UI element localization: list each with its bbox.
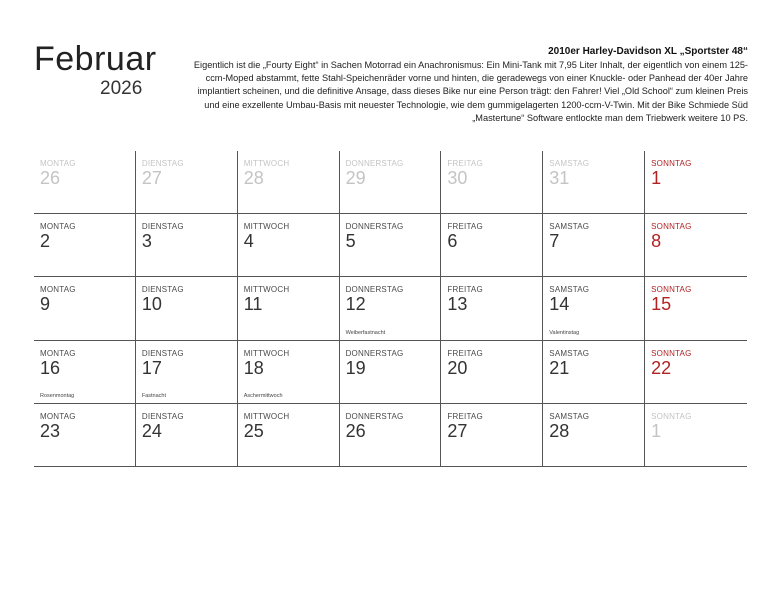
weekday-label: SONNTAG	[651, 159, 692, 168]
day-cell	[340, 277, 442, 340]
weekday-label: MONTAG	[40, 348, 76, 358]
weekday-label: SONNTAG	[651, 411, 692, 421]
day-cell	[340, 404, 442, 467]
day-number: 16	[40, 357, 61, 378]
day-number: 21	[549, 357, 570, 378]
weekday-label: DONNERSTAG	[345, 348, 404, 358]
day-cell	[441, 214, 543, 277]
day-cell	[441, 404, 543, 467]
day-number: 11	[243, 294, 263, 315]
day-cell	[645, 404, 747, 467]
day-cell	[543, 341, 645, 404]
holiday-label: Fastnacht	[141, 392, 166, 399]
day-number: 3	[141, 231, 152, 252]
day-number: 26	[40, 168, 61, 188]
day-cell	[34, 151, 136, 214]
day-number: 23	[40, 420, 61, 441]
day-number: 24	[141, 420, 162, 441]
day-number: 30	[447, 168, 468, 188]
day-number: 26	[345, 420, 366, 441]
day-number: 15	[651, 294, 672, 315]
weekday-label: SONNTAG	[651, 285, 692, 295]
day-number: 4	[243, 231, 254, 252]
weekday-label: SONNTAG	[651, 348, 692, 358]
day-number: 19	[345, 357, 366, 378]
day-number: 5	[345, 231, 356, 252]
day-cell	[441, 277, 543, 340]
holiday-label: Valentinstag	[549, 329, 580, 336]
day-cell	[34, 277, 136, 340]
weekday-label: MITTWOCH	[243, 411, 290, 421]
weekday-label: SAMSTAG	[549, 348, 590, 358]
weekday-label: DONNERSTAG	[345, 159, 404, 168]
day-cell	[238, 404, 340, 467]
day-number: 17	[141, 357, 162, 378]
day-cell	[238, 214, 340, 277]
day-cell	[543, 277, 645, 340]
day-cell	[645, 214, 747, 277]
day-number: 9	[40, 294, 51, 315]
day-cell	[34, 404, 136, 467]
day-number: 1	[651, 420, 662, 441]
weekday-label: FREITAG	[447, 159, 483, 168]
day-cell	[136, 404, 238, 467]
weekday-label: MONTAG	[40, 222, 76, 232]
day-number: 18	[243, 357, 264, 378]
day-number: 22	[651, 357, 672, 378]
weekday-label: MITTWOCH	[243, 159, 290, 168]
weekday-label: FREITAG	[447, 222, 483, 232]
day-cell	[441, 151, 543, 214]
weekday-label: DIENSTAG	[141, 348, 184, 358]
day-number: 1	[651, 168, 662, 188]
caption-title: 2010er Harley-Davidson XL „Sportster 48“	[548, 46, 748, 57]
weekday-label: SAMSTAG	[549, 285, 590, 295]
day-number: 27	[141, 168, 162, 188]
weekday-label: SAMSTAG	[549, 411, 590, 421]
month-title: Februar	[34, 40, 157, 78]
weekday-label: DIENSTAG	[141, 159, 184, 168]
caption-text: Eigentlich ist die „Fourty Eight“ in Sachen Motorrad ein Anachronismus: Ein Mini-Tank mit 7,95 Liter Inhalt, der eigentlich von einem 125-ccm-Moped abstammt, fette Stahl-Speichenräder vorne und hinten, die geradewegs von einer Knuckle- oder Panhead der 40er Jahre implantiert scheinen, und die definitive Ansage, dass dieses Bike nur eine Person trägt: den Fahrer! Viel „Old School“ zum kleinen Preis und eine exzellente Umbau-Basis mit neuester Technologie, wie dem gummigelagerten 1200-ccm-V-Twin. Mit der Bike Schmiede Süd „Mastertune“ Software entlockte man dem Triebwerk weitere 10 PS.	[193, 60, 748, 123]
day-cell	[645, 151, 747, 214]
day-number: 31	[549, 168, 570, 188]
day-number: 14	[549, 294, 570, 315]
weekday-label: DONNERSTAG	[345, 285, 404, 295]
day-cell	[543, 214, 645, 277]
weekday-label: SAMSTAG	[549, 222, 590, 232]
weekday-label: MONTAG	[40, 159, 76, 168]
weekday-label: FREITAG	[447, 348, 483, 358]
day-cell	[238, 277, 340, 340]
day-number: 7	[549, 231, 560, 252]
weekday-label: MITTWOCH	[243, 285, 290, 295]
day-number: 20	[447, 357, 468, 378]
day-number: 27	[447, 420, 468, 441]
day-number: 12	[345, 294, 366, 315]
day-cell	[543, 151, 645, 214]
day-cell	[136, 214, 238, 277]
weekday-label: FREITAG	[447, 285, 483, 295]
day-number: 29	[345, 168, 366, 188]
day-number: 10	[141, 294, 162, 315]
day-number: 8	[651, 231, 662, 252]
day-cell	[340, 151, 442, 214]
day-cell	[136, 151, 238, 214]
weekday-label: DIENSTAG	[141, 285, 184, 295]
day-number: 28	[243, 168, 264, 188]
weekday-label: MITTWOCH	[243, 222, 290, 232]
day-cell	[340, 341, 442, 404]
day-cell	[441, 341, 543, 404]
holiday-label: Weiberfastnacht	[345, 329, 386, 336]
day-number: 25	[243, 420, 264, 441]
weekday-label: DIENSTAG	[141, 411, 184, 421]
photo-caption	[188, 46, 748, 125]
weekday-label: FREITAG	[447, 411, 483, 421]
calendar-grid	[34, 151, 747, 467]
day-number: 6	[447, 231, 458, 252]
day-cell	[136, 341, 238, 404]
day-cell	[645, 277, 747, 340]
day-cell	[238, 341, 340, 404]
weekday-label: SONNTAG	[651, 222, 692, 232]
holiday-label: Aschermittwoch	[243, 392, 283, 399]
day-cell	[645, 341, 747, 404]
day-cell	[543, 404, 645, 467]
day-cell	[238, 151, 340, 214]
weekday-label: DONNERSTAG	[345, 411, 404, 421]
day-cell	[34, 214, 136, 277]
day-number: 13	[447, 294, 468, 315]
day-number: 28	[549, 420, 570, 441]
weekday-label: MONTAG	[40, 411, 76, 421]
year-label: 2026	[100, 78, 143, 99]
weekday-label: DONNERSTAG	[345, 222, 404, 232]
weekday-label: MONTAG	[40, 285, 76, 295]
day-cell	[136, 277, 238, 340]
day-cell	[34, 341, 136, 404]
day-cell	[340, 214, 442, 277]
weekday-label: MITTWOCH	[243, 348, 290, 358]
holiday-label: Rosenmontag	[40, 392, 75, 399]
weekday-label: SAMSTAG	[549, 159, 590, 168]
weekday-label: DIENSTAG	[141, 222, 184, 232]
day-number: 2	[40, 231, 51, 252]
